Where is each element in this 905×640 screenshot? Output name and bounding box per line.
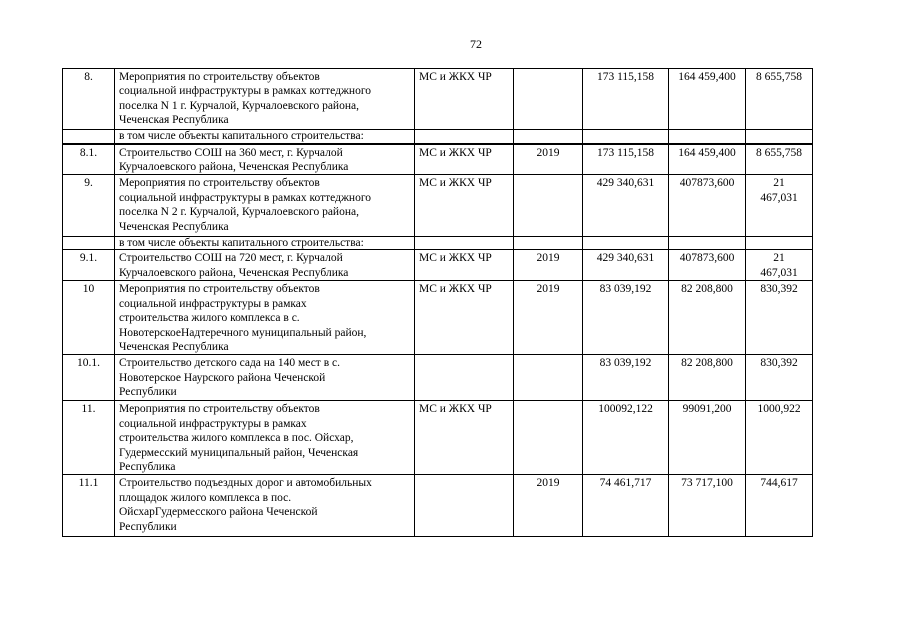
year-cell	[514, 237, 583, 250]
executor-cell: МС и ЖКХ ЧР	[415, 69, 514, 130]
amount-cell-2: 164 459,400	[669, 69, 746, 130]
amount-cell-3: 830,392	[746, 281, 813, 355]
table-note-row	[63, 237, 813, 250]
row-number-cell: 11.	[63, 401, 115, 475]
executor-cell: МС и ЖКХ ЧР	[415, 175, 514, 237]
executor-cell	[415, 355, 514, 401]
note-cell: в том числе объекты капитального строительства:	[115, 237, 415, 250]
table-note-row	[63, 130, 813, 144]
amount-cell-1: 173 115,158	[583, 144, 669, 175]
amount-cell-1	[583, 130, 669, 144]
amount-cell-2: 99091,200	[669, 401, 746, 475]
executor-cell: МС и ЖКХ ЧР	[415, 144, 514, 175]
description-cell: Мероприятия по строительству объектов социальной инфраструктуры в рамках строительства жилого комплекса в с. НовотерскоеНадтеречного муниципальный район, Чеченская Республика	[115, 281, 415, 355]
amount-cell-1: 173 115,158	[583, 69, 669, 130]
amount-cell-3: 21 467,031	[746, 250, 813, 281]
year-cell	[514, 401, 583, 475]
year-cell: 2019	[514, 281, 583, 355]
row-number-cell: 11.1	[63, 475, 115, 537]
amount-cell-2: 407873,600	[669, 175, 746, 237]
amount-cell-1: 100092,122	[583, 401, 669, 475]
amount-cell-3	[746, 237, 813, 250]
year-cell	[514, 69, 583, 130]
amount-cell-3: 830,392	[746, 355, 813, 401]
row-number-cell	[63, 130, 115, 144]
amount-cell-1	[583, 237, 669, 250]
description-cell: Мероприятия по строительству объектов социальной инфраструктуры в рамках коттеджного поселка N 2 г. Курчалой, Курчалоевского района, Чеченская Республика	[115, 175, 415, 237]
amount-cell-1: 429 340,631	[583, 250, 669, 281]
executor-cell	[415, 130, 514, 144]
table-row	[63, 250, 813, 281]
table-row	[63, 475, 813, 537]
row-number-cell: 10.1.	[63, 355, 115, 401]
amount-cell-3: 8 655,758	[746, 69, 813, 130]
description-cell: Строительство СОШ на 720 мест, г. Курчалой Курчалоевского района, Чеченская Республика	[115, 250, 415, 281]
year-cell: 2019	[514, 144, 583, 175]
amount-cell-3: 8 655,758	[746, 144, 813, 175]
amount-cell-1: 83 039,192	[583, 355, 669, 401]
year-cell: 2019	[514, 250, 583, 281]
amount-cell-3: 744,617	[746, 475, 813, 537]
description-cell: Строительство детского сада на 140 мест в с. Новотерское Наурского района Чеченской Республики	[115, 355, 415, 401]
table-row	[63, 281, 813, 355]
executor-cell: МС и ЖКХ ЧР	[415, 250, 514, 281]
row-number-cell: 8.1.	[63, 144, 115, 175]
amount-cell-2: 164 459,400	[669, 144, 746, 175]
table-row	[63, 175, 813, 237]
amount-cell-2: 82 208,800	[669, 355, 746, 401]
row-number-cell: 10	[63, 281, 115, 355]
row-number-cell: 9.	[63, 175, 115, 237]
row-number-cell: 9.1.	[63, 250, 115, 281]
description-cell: Мероприятия по строительству объектов социальной инфраструктуры в рамках коттеджного поселка N 1 г. Курчалой, Курчалоевского района, Чеченская Республика	[115, 69, 415, 130]
page-number: 72	[470, 37, 482, 51]
year-cell	[514, 175, 583, 237]
table-row	[63, 69, 813, 130]
note-cell: в том числе объекты капитального строительства:	[115, 130, 415, 144]
amount-cell-2	[669, 237, 746, 250]
row-number-cell	[63, 237, 115, 250]
amount-cell-2: 82 208,800	[669, 281, 746, 355]
data-table	[62, 68, 813, 537]
amount-cell-2: 407873,600	[669, 250, 746, 281]
year-cell	[514, 130, 583, 144]
executor-cell	[415, 237, 514, 250]
amount-cell-1: 429 340,631	[583, 175, 669, 237]
amount-cell-2	[669, 130, 746, 144]
executor-cell: МС и ЖКХ ЧР	[415, 281, 514, 355]
year-cell	[514, 355, 583, 401]
description-cell: Строительство СОШ на 360 мест, г. Курчалой Курчалоевского района, Чеченская Республика	[115, 144, 415, 175]
amount-cell-3: 1000,922	[746, 401, 813, 475]
amount-cell-2: 73 717,100	[669, 475, 746, 537]
amount-cell-1: 74 461,717	[583, 475, 669, 537]
executor-cell: МС и ЖКХ ЧР	[415, 401, 514, 475]
amount-cell-3: 21 467,031	[746, 175, 813, 237]
executor-cell	[415, 475, 514, 537]
amount-cell-3	[746, 130, 813, 144]
description-cell: Строительство подъездных дорог и автомобильных площадок жилого комплекса в пос. ОйсхарГудермесского района Чеченской Республики	[115, 475, 415, 537]
description-cell: Мероприятия по строительству объектов социальной инфраструктуры в рамках строительства жилого комплекса в пос. Ойсхар, Гудермесский муниципальный район, Чеченская Республика	[115, 401, 415, 475]
table-row	[63, 401, 813, 475]
row-number-cell: 8.	[63, 69, 115, 130]
table-row	[63, 144, 813, 175]
table-row	[63, 355, 813, 401]
year-cell: 2019	[514, 475, 583, 537]
amount-cell-1: 83 039,192	[583, 281, 669, 355]
